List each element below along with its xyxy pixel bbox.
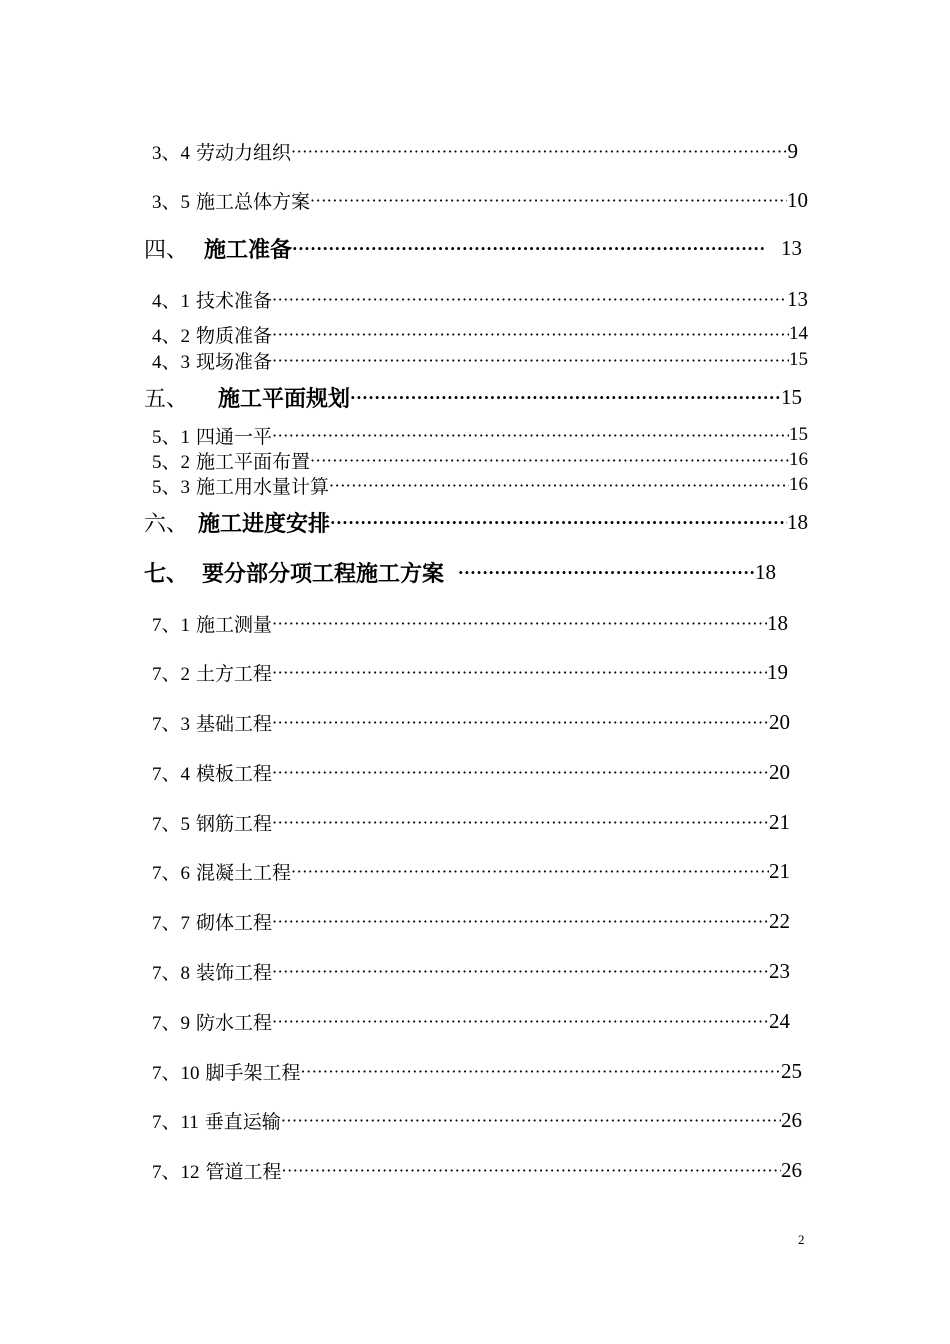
- dot-leader: [272, 663, 767, 682]
- dot-leader: [282, 1161, 781, 1180]
- toc-entry-title: 施工测量: [196, 613, 273, 636]
- dot-leader: [272, 962, 769, 981]
- toc-entry-number: 4、2: [152, 325, 191, 347]
- toc-entry[interactable]: [152, 906, 790, 936]
- toc-entry-title: 土方工程: [196, 662, 273, 685]
- toc-entry-page: 18: [767, 610, 788, 635]
- toc-entry[interactable]: [152, 657, 788, 687]
- toc-entry-title: 施工平面规划: [218, 385, 351, 412]
- toc-entry-page: 13: [781, 235, 802, 260]
- dot-leader: [330, 513, 787, 532]
- dot-leader: [272, 325, 789, 344]
- toc-entry[interactable]: [152, 608, 788, 638]
- toc-entry-title: 砌体工程: [196, 911, 273, 934]
- toc-entry-number: 3、4: [152, 142, 191, 164]
- toc-entry-title: 垂直运输: [204, 1110, 281, 1133]
- toc-entry-number: 7、2: [152, 663, 191, 685]
- toc-entry[interactable]: [152, 1006, 790, 1036]
- toc-entry-major[interactable]: [144, 557, 776, 587]
- toc-entry-major[interactable]: [144, 233, 802, 263]
- dot-leader: [272, 1012, 769, 1031]
- dot-leader: [310, 191, 787, 210]
- toc-entry-number: 7、7: [152, 912, 191, 934]
- toc-entry[interactable]: [152, 422, 808, 448]
- toc-entry[interactable]: [152, 956, 790, 986]
- toc-entry-title: 防水工程: [196, 1011, 273, 1034]
- toc-entry-title: 施工用水量计算: [196, 475, 330, 498]
- dot-leader: [272, 713, 769, 732]
- toc-entry-number: 7、9: [152, 1012, 191, 1034]
- dot-leader: [272, 290, 787, 309]
- dot-leader: [272, 763, 769, 782]
- toc-entry-title: 四通一平: [196, 425, 273, 448]
- toc-entry[interactable]: [152, 807, 790, 837]
- toc-entry-title: 脚手架工程: [205, 1061, 301, 1084]
- toc-entry[interactable]: [152, 856, 790, 886]
- toc-entry[interactable]: [152, 284, 808, 314]
- toc-entry-page: 13: [787, 286, 808, 311]
- toc-entry-page: 21: [769, 858, 790, 883]
- toc-entry[interactable]: [152, 185, 808, 215]
- toc-entry-title: 混凝土工程: [196, 861, 292, 884]
- dot-leader: [458, 563, 755, 582]
- dot-leader: [272, 351, 789, 370]
- toc-entry-page: 22: [769, 908, 790, 933]
- toc-entry-number: 5、1: [152, 426, 191, 448]
- toc-entry-page: 16: [789, 449, 808, 470]
- dot-leader: [329, 476, 789, 495]
- dot-leader: [272, 813, 769, 832]
- toc-entry[interactable]: [152, 1056, 802, 1086]
- toc-entry[interactable]: [152, 1155, 802, 1185]
- toc-entry-number: 3、5: [152, 191, 191, 213]
- toc-entry-number: 7、10: [152, 1062, 200, 1084]
- toc-entry-title: 劳动力组织: [196, 141, 292, 164]
- toc-entry-title: 要分部分项工程施工方案: [202, 560, 445, 587]
- toc-entry[interactable]: [152, 321, 808, 347]
- toc-entry-title: 施工准备: [204, 236, 293, 263]
- toc-entry[interactable]: [152, 707, 790, 737]
- toc-entry-number: 7、4: [152, 763, 191, 785]
- toc-entry-page: 23: [769, 958, 790, 983]
- toc-entry-major[interactable]: [144, 507, 808, 537]
- toc-entry-number: 五、: [144, 386, 189, 412]
- page-number: 2: [798, 1232, 805, 1247]
- toc-entry-title: 施工进度安排: [198, 510, 331, 537]
- dot-leader: [281, 1111, 781, 1130]
- toc-entry-major[interactable]: [144, 382, 802, 412]
- dot-leader: [310, 451, 789, 470]
- toc-entry-page: 10: [787, 187, 808, 212]
- toc-entry[interactable]: [152, 136, 798, 166]
- toc-entry-number: 5、3: [152, 476, 191, 498]
- toc-entry-title: 施工平面布置: [196, 450, 311, 473]
- toc-entry-page: 24: [769, 1008, 790, 1033]
- toc-entry-page: 21: [769, 809, 790, 834]
- toc-entry-title: 管道工程: [205, 1160, 282, 1183]
- toc-entry-page: 18: [755, 559, 776, 584]
- toc-entry-number: 7、5: [152, 813, 191, 835]
- toc-entry-page: 15: [781, 384, 802, 409]
- toc-entry[interactable]: [152, 447, 808, 473]
- dot-leader: [272, 426, 789, 445]
- toc-entry-number: 5、2: [152, 451, 191, 473]
- toc-entry-number: 七、: [144, 560, 189, 587]
- toc-entry[interactable]: [152, 1105, 802, 1135]
- toc-entry-number: 7、11: [152, 1111, 199, 1133]
- toc-entry-page: 18: [787, 509, 808, 534]
- toc-entry[interactable]: [152, 472, 808, 498]
- toc-entry-title: 技术准备: [196, 289, 273, 312]
- toc-entry-number: 四、: [144, 237, 189, 263]
- toc-entry-number: 4、3: [152, 351, 191, 373]
- toc-entry-page: 25: [781, 1058, 802, 1083]
- toc-entry-page: 20: [769, 709, 790, 734]
- toc-entry-page: 9: [787, 138, 798, 163]
- dot-leader: [350, 388, 781, 407]
- dot-leader: [291, 862, 769, 881]
- dot-leader: [292, 239, 765, 258]
- toc-entry-page: 26: [781, 1157, 802, 1182]
- toc-entry-page: 15: [789, 424, 808, 445]
- toc-entry-number: 7、3: [152, 713, 191, 735]
- toc-entry-number: 六、: [144, 511, 189, 537]
- toc-entry-title: 物质准备: [196, 324, 273, 347]
- dot-leader: [272, 912, 769, 931]
- dot-leader: [301, 1062, 781, 1081]
- toc-entry-page: 15: [789, 349, 808, 370]
- toc-entry-number: 7、1: [152, 614, 191, 636]
- toc-entry-title: 基础工程: [196, 712, 273, 735]
- toc-entry-number: 7、12: [152, 1161, 200, 1183]
- toc-entry-page: 19: [767, 659, 788, 684]
- toc-entry-title: 模板工程: [196, 762, 273, 785]
- toc-entry-title: 施工总体方案: [196, 190, 311, 213]
- toc-entry-page: 26: [781, 1107, 802, 1132]
- dot-leader: [272, 614, 767, 633]
- dot-leader: [291, 142, 787, 161]
- toc-entry-page: 16: [789, 474, 808, 495]
- toc-entry-number: 7、6: [152, 862, 191, 884]
- toc-entry-page: 20: [769, 759, 790, 784]
- toc-entry-number: 4、1: [152, 290, 191, 312]
- toc-entry-title: 装饰工程: [196, 961, 273, 984]
- toc-entry-title: 现场准备: [196, 350, 273, 373]
- toc-entry-number: 7、8: [152, 962, 191, 984]
- toc-entry-page: 14: [789, 323, 808, 344]
- toc-entry[interactable]: [152, 757, 790, 787]
- toc-entry[interactable]: [152, 347, 808, 373]
- toc-entry-title: 钢筋工程: [196, 812, 273, 835]
